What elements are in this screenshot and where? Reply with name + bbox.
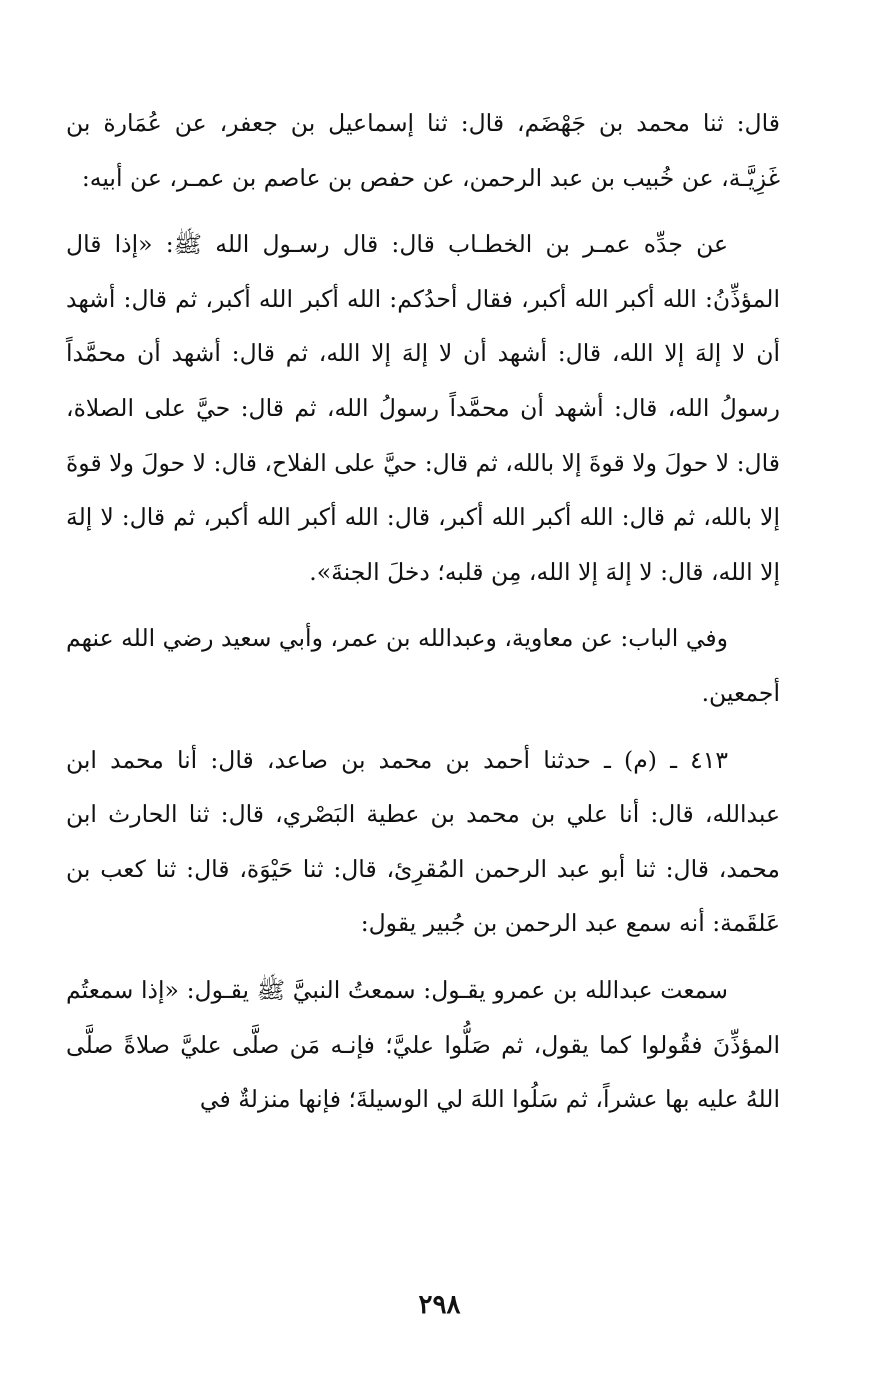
page-number: ٢٩٨: [418, 1290, 461, 1320]
paragraph-isnad-intro: قال: ثنا محمد بن جَهْضَم، قال: ثنا إسماعيل بن جعفر، عن عُمَارة بن غَزِيَّـة، عن خُبيب بن عبد الرحمن، عن حفص بن عاصم بن عمـر، عن أبيه:: [66, 109, 780, 192]
paragraph-hadith-adhan: عن جدِّه عمـر بن الخطـاب قال: قال رسـول الله ﷺ: «إذا قال المؤذِّنُ: الله أكبر الله أكبر، فقال أحدُكم: الله أكبر الله أكبر، ثم قال: أشهد أن لا إلهَ إلا الله، قال: أشهد أن لا إلهَ إلا الله، ثم قال: أشهد أن محمَّداً رسولُ الله، قال: أشهد أن محمَّداً رسولُ الله، ثم قال: حيَّ على الصلاة، قال: لا حولَ ولا قوةَ إلا بالله، ثم قال: حيَّ على الفلاح، قال: لا حولَ ولا قوةَ إلا بالله، ثم قال: الله أكبر الله أكبر، قال: الله أكبر الله أكبر، ثم قال: لا إلهَ إلا الله، قال: لا إلهَ إلا الله، مِن قلبه؛ دخلَ الجنةَ».: [66, 230, 780, 586]
paragraph-hadith-413-isnad: ٤١٣ ـ (م) ـ حدثنا أحمد بن محمد بن صاعد، قال: أنا محمد ابن عبدالله، قال: أنا علي بن محمد بن عطية البَصْري، قال: ثنا الحارث ابن محمد، قال: ثنا أبو عبد الرحمن المُقرِئ، قال: ثنا حَيْوَة، قال: ثنا كعب بن عَلقَمة: أنه سمع عبد الرحمن بن جُبير يقول:: [66, 745, 780, 938]
paragraph-chapter-note: وفي الباب: عن معاوية، وعبدالله بن عمر، وأبي سعيد رضي الله عنهم أجمعين.: [66, 624, 780, 707]
paragraph-hadith-413-matn: سمعت عبدالله بن عمرو يقـول: سمعتُ النبيَّ ﷺ يقـول: «إذا سمعتُم المؤذِّنَ فقُولوا كما يقول، ثم صَلُّوا عليَّ؛ فإنـه مَن صلَّى عليَّ صلاةً صلَّى اللهُ عليه بها عشراً، ثم سَلُوا اللهَ لي الوسيلةَ؛ فإنها منزلةٌ في: [66, 975, 780, 1114]
main-text: [66, 96, 780, 1139]
